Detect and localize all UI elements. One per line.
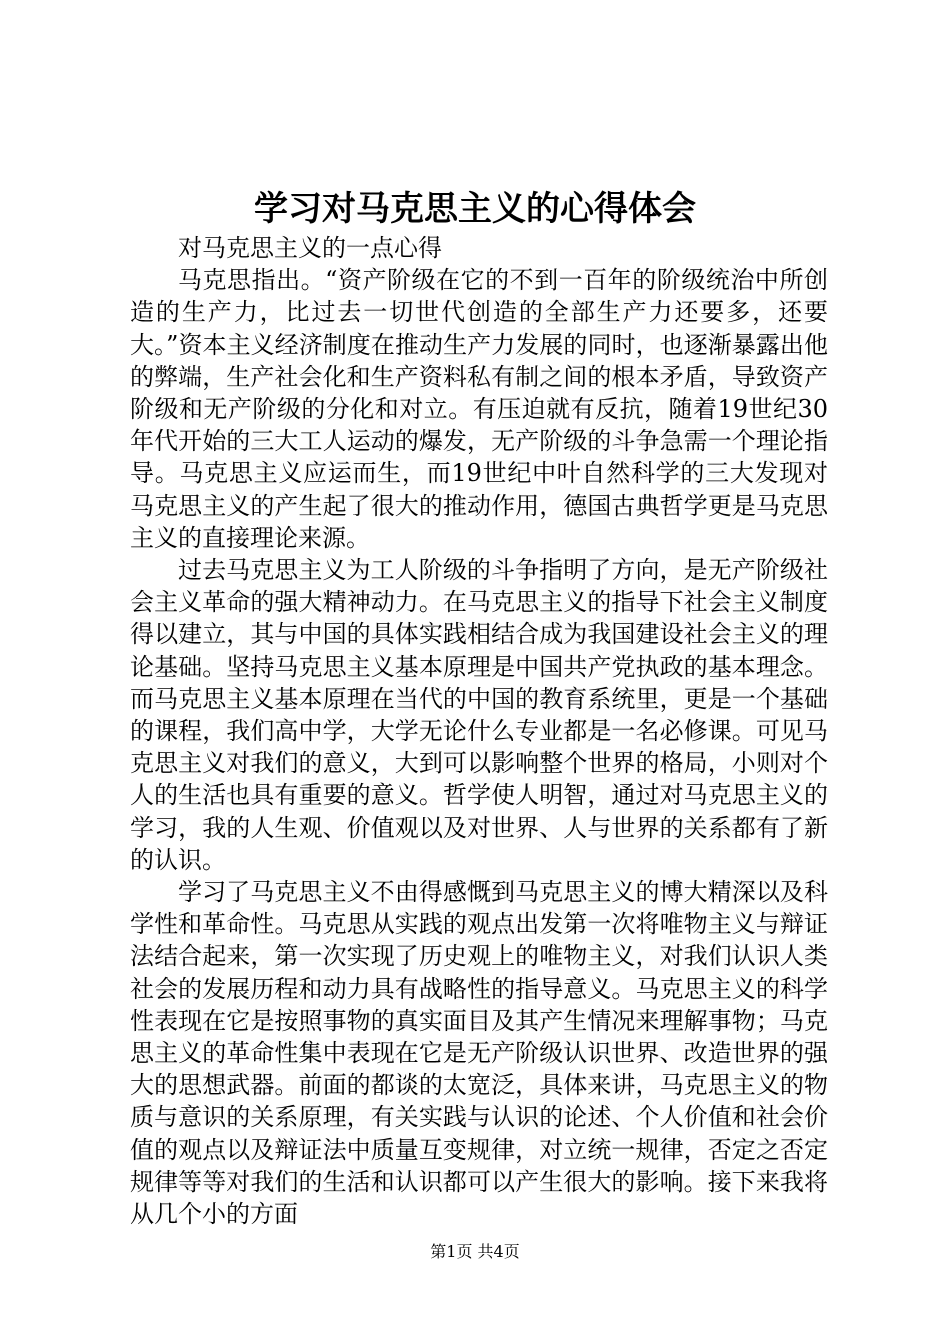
document-body	[130, 232, 828, 1230]
paragraph-subtitle: 对马克思主义的一点心得	[178, 234, 442, 262]
paragraph: 学习了马克思主义不由得感慨到马克思主义的博大精深以及科学性和革命性。马克思从实践的观点出发第一次将唯物主义与辩证法结合起来，第一次实现了历史观上的唯物主义，对我们认识人类社会的发展历程和动力具有战略性的指导意义。马克思主义的科学性表现在它是按照事物的真实面目及其产生情况来理解事物；马克思主义的革命性集中表现在它是无产阶级认识世界、改造世界的强大的思想武器。前面的都谈的太宽泛，具体来讲，马克思主义的物质与意识的关系原理，有关实践与认识的论述、个人价值和社会价值的观点以及辩证法中质量互变规律，对立统一规律，否定之否定规律等等对我们的生活和认识都可以产生很大的影响。接下来我将从几个小的方面	[130, 878, 828, 1229]
document-title: 学习对马克思主义的心得体会	[254, 189, 696, 229]
paragraph: 马克思指出。“资产阶级在它的不到一百年的阶级统治中所创造的生产力，比过去一切世代创造的全部生产力还要多，还要大。”资本主义经济制度在推动生产力发展的同时，也逐渐暴露出他的弊端，生产社会化和生产资料私有制之间的根本矛盾，导致资产阶级和无产阶级的分化和对立。有压迫就有反抗，随着19世纪30年代开始的三大工人运动的爆发，无产阶级的斗争急需一个理论指导。马克思主义应运而生，而19世纪中叶自然科学的三大发现对马克思主义的产生起了很大的推动作用，德国古典哲学更是马克思主义的直接理论来源。	[130, 266, 828, 552]
page-number-footer: 第1页 共4页	[430, 1242, 520, 1261]
paragraph: 过去马克思主义为工人阶级的斗争指明了方向，是无产阶级社会主义革命的强大精神动力。在马克思主义的指导下社会主义制度得以建立，其与中国的具体实践相结合成为我国建设社会主义的理论基础。坚持马克思主义基本原理是中国共产党执政的基本理念。而马克思主义基本原理在当代的中国的教育系统里，更是一个基础的课程，我们高中学，大学无论什么专业都是一名必修课。可见马克思主义对我们的意义，大到可以影响整个世界的格局，小则对个人的生活也具有重要的意义。哲学使人明智，通过对马克思主义的学习，我的人生观、价值观以及对世界、人与世界的关系都有了新的认识。	[130, 556, 828, 874]
